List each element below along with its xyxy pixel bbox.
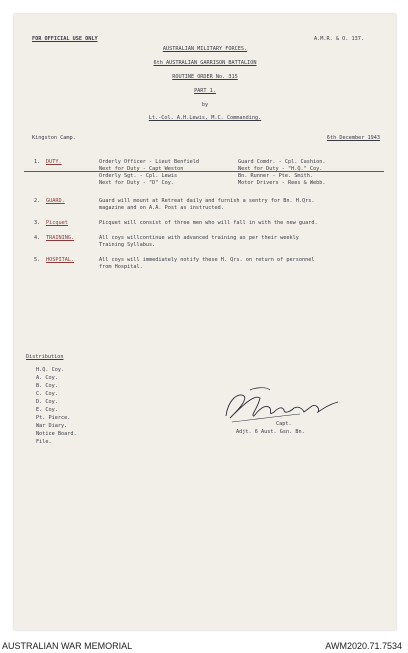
distribution-item: E. Coy. <box>36 407 58 413</box>
part-label: PART 1. <box>194 88 216 94</box>
order-heading: HOSPITAL. <box>46 257 75 263</box>
header-rule <box>24 171 384 172</box>
order-title: ROUTINE ORDER No. 315 <box>172 74 238 80</box>
distribution-title: Distribution <box>26 354 64 360</box>
order-text: All coys willcontinue with advanced training as per their weekly <box>99 235 299 241</box>
duty-cell: Motor Drivers - Rees & Webb. <box>238 180 326 186</box>
archive-reference: AWM2020.71.7534 <box>325 641 402 651</box>
duty-cell: Guard Comdr. - Cpl. Cashion. <box>238 159 326 165</box>
distribution-item: B. Coy. <box>36 383 58 389</box>
order-heading: DUTY. <box>46 159 62 165</box>
signatory-rank: Capt. <box>276 421 292 427</box>
duty-cell: Next for Duty - "D" Coy. <box>99 180 174 186</box>
place-label: Kingston Camp. <box>32 135 76 141</box>
classification-label: FOR OFFICIAL USE ONLY <box>32 36 98 42</box>
commander-line: Lt.-Col. A.H.Lewis, M.C. Commanding. <box>148 115 262 121</box>
battalion-title: 6th AUSTRALIAN GARRISON BATTALION <box>153 60 257 66</box>
duty-cell: Next for Duty - "H.Q." Coy. <box>238 166 323 172</box>
distribution-item: Pt. Pierce. <box>36 415 71 421</box>
order-text: Picquet will consist of three men who will fall in with the new guard. <box>99 220 318 226</box>
order-text: from Hospital. <box>99 264 143 270</box>
order-text: Training Syllabus. <box>99 242 156 248</box>
distribution-item: File. <box>36 439 52 445</box>
form-reference: A.M.R. & O. 137. <box>314 36 364 42</box>
duty-cell: Orderly Sgt. - Cpl. Lewis <box>99 173 178 179</box>
archive-name: AUSTRALIAN WAR MEMORIAL <box>2 641 133 651</box>
by-label: by <box>201 102 209 108</box>
order-number: 3. <box>34 220 41 226</box>
date-label: 6th December 1943 <box>326 135 380 141</box>
order-heading: Picquet <box>46 220 68 226</box>
order-number: 4. <box>34 235 41 241</box>
distribution-item: War Diary. <box>36 423 68 429</box>
document-page <box>14 14 396 630</box>
archive-footer <box>0 639 408 653</box>
signatory-title: Adjt. 6 Aust. Gsn. Bn. <box>236 429 305 435</box>
order-heading: TRAINING. <box>46 235 75 241</box>
order-number: 5. <box>34 257 41 263</box>
order-text: magazine and on A.A. Post as instructed. <box>99 205 224 211</box>
distribution-item: D. Coy. <box>36 399 58 405</box>
order-text: Guard will mount at Retreat daily and furnish a sentry for Bn. H.Qrs. <box>99 198 315 204</box>
order-number: 1. <box>34 159 41 165</box>
duty-cell: Bn. Runner - Pte. Smith. <box>238 173 313 179</box>
distribution-item: C. Coy. <box>36 391 58 397</box>
duty-cell: Next for Duty - Capt Weston <box>99 166 184 172</box>
order-text: All coys will immediately notify these H. Qrs. on return of personnel <box>99 257 315 263</box>
order-heading: GUARD. <box>46 198 65 204</box>
distribution-item: H.Q. Coy. <box>36 367 65 373</box>
distribution-item: Notice Board. <box>36 431 77 437</box>
org-title: AUSTRALIAN MILITARY FORCES. <box>162 46 248 52</box>
duty-cell: Orderly Officer - Lieut Benfield <box>99 159 199 165</box>
order-number: 2. <box>34 198 41 204</box>
distribution-item: A. Coy. <box>36 375 58 381</box>
